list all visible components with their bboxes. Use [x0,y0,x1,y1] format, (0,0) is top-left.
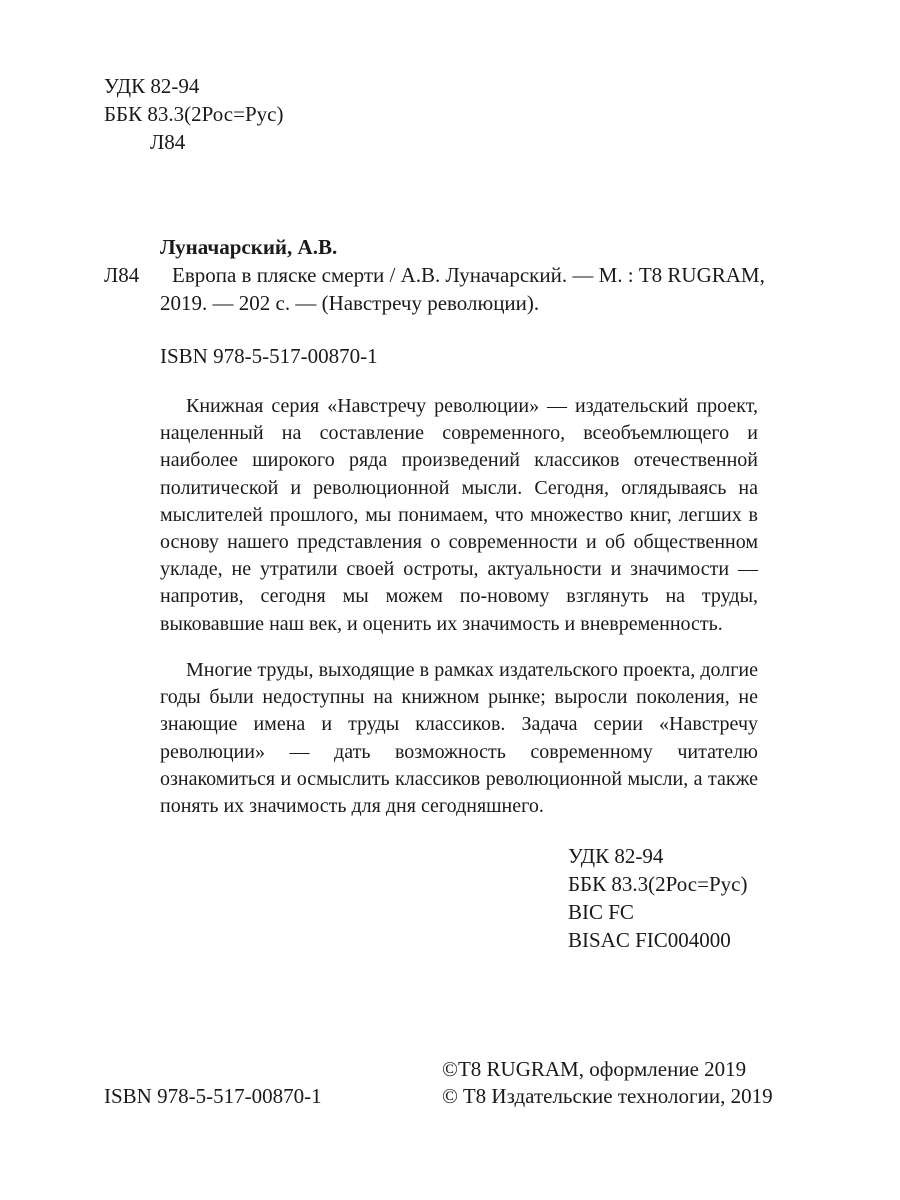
udk-bottom: УДК 82-94 [568,844,664,868]
author-name: Луначарский, А.В. [160,235,338,259]
bbk-bottom: ББК 83.3(2Рос=Рус) [568,872,748,896]
bisac-code: BISAC FIC004000 [568,928,731,952]
annotation-paragraph-2: Многие труды, выходящие в рамках издательского проекта, долгие годы были недоступны на книжном рынке; выросли поколения, не знающие имена и труды классиков. Задача серии «Навстречу революции» — дать возможность современному читателю ознакомиться и осмыслить классиков революционной мысли, а также понять их значимость для дня сегодняшнего. [160,659,758,818]
bic-code: BIC FC [568,900,634,924]
isbn-main: ISBN 978-5-517-00870-1 [160,344,378,368]
annotation-paragraph-1: Книжная серия «Навстречу революции» — издательский проект, нацеленный на составление современного, всеобъемлющего и наиболее широкого ряда произведений классиков отечественной политической и революционной мысли. Сегодня, оглядываясь на мыслителей прошлого, мы понимаем, что множество книг, легших в основу нашего представления о современности и об общественном укладе, не утратили своей остроты, актуальности и значимости — напротив, сегодня мы можем по-новому взглянуть на труды, выковавшие наш век, и оценить их значимость и вневременность. [160,395,758,635]
copyright-publisher: © T8 Издательские технологии, 2019 [442,1084,773,1108]
bbk-top: ББК 83.3(2Рос=Рус) [104,102,284,126]
author-mark: Л84 [104,263,140,287]
copyright-design: ©T8 RUGRAM, оформление 2019 [442,1057,747,1081]
bib-line-1: Европа в пляске смерти / А.В. Луначарский. — М. : T8 RUGRAM, [172,263,765,287]
author-mark-top: Л84 [150,130,186,154]
isbn-footer: ISBN 978-5-517-00870-1 [104,1084,322,1108]
udk-top: УДК 82-94 [104,74,200,98]
bib-line-2: 2019. — 202 с. — (Навстречу революции). [160,291,540,315]
